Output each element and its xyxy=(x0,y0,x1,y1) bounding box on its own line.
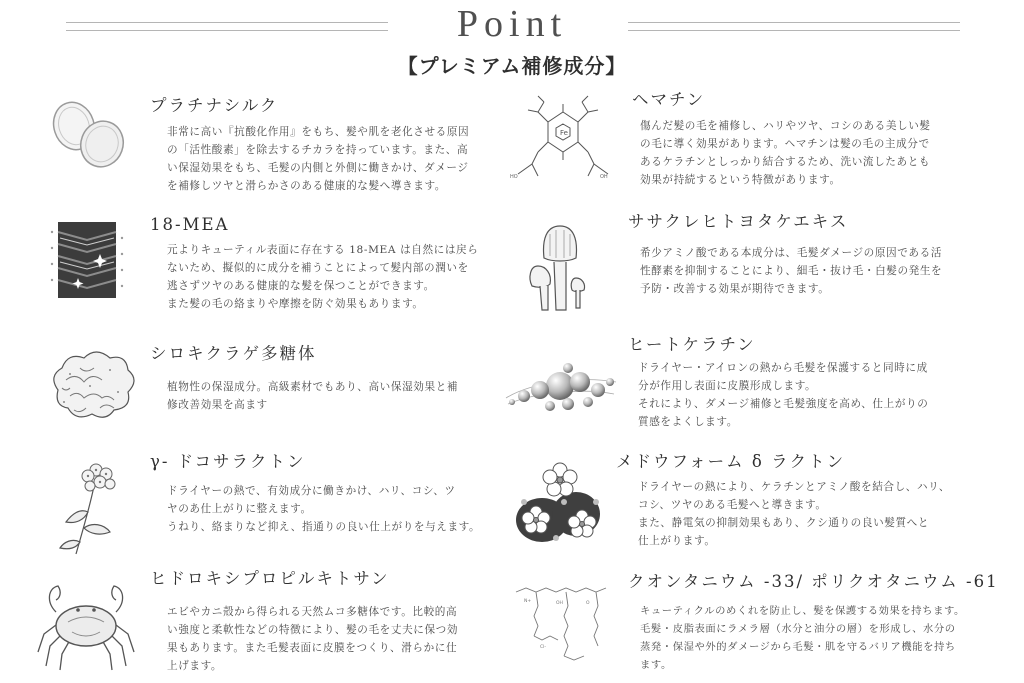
svg-text:OH: OH xyxy=(556,601,563,606)
svg-text:Fe: Fe xyxy=(560,129,568,137)
svg-text:OH: OH xyxy=(600,174,608,180)
ingredient-description: 元よりキューティル表面に存在する 18-MEA は自然には戻ら ないため、擬似的に成分を補うことによって髪内部の潤いを 逃さずツヤのある健康的な髪を保つことができます。 また髪の毛の絡まりや摩擦を防ぐ効果もあります。 xyxy=(167,244,479,310)
flower-sprig-icon xyxy=(50,456,142,560)
svg-text:O: O xyxy=(586,601,590,606)
ingredient-quaternium-polyquaternium xyxy=(628,568,1008,674)
ingredient-description: 非常に高い『抗酸化作用』をもち、髪や肌を老化させる原因 の「活性酸素」を除去するチカラを持っています。また、高 い保湿効果をもち、毛髪の内側と外側に働きかけ、ダメージ を補修しツヤと滑らかさのある健康的な髪へ導きます。 xyxy=(167,126,470,192)
page-subtitle: 【プレミアム補修成分】 xyxy=(397,54,627,78)
polymer-structure-icon xyxy=(512,582,612,666)
ingredient-name: クオンタニウム -33/ ポリクオタニウム -61 xyxy=(628,572,999,591)
ingredient-meadowfoam-delta-lactone xyxy=(616,448,988,550)
ingredient-name: ヒートケラチン xyxy=(628,335,756,354)
ingredient-hydroxypropyl-chitosan xyxy=(150,565,490,675)
ingredient-description: ドライヤーの熱で、有効成分に働きかけ、ハリ、コシ、ツ ヤのあ仕上がりに整えます。 うねり、絡まりなど抑え、指通りの良い仕上がりを与えます。 xyxy=(167,485,481,533)
svg-text:Cl-: Cl- xyxy=(540,645,547,650)
silk-cocoon-icon xyxy=(44,94,136,174)
mushroom-icon xyxy=(520,220,600,316)
ingredient-name: 18-MEA xyxy=(150,215,230,234)
white-fungus-icon xyxy=(40,340,140,432)
ingredient-description: 希少アミノ酸である本成分は、毛髪ダメージの原因である活 性酵素を抑制することにより、細毛・抜け毛・白髪の発生を 予防・改善する効果が期待できます。 xyxy=(640,247,943,295)
ingredient-description: ドライヤーの熱により、ケラチンとアミノ酸を結合し、ハリ、 コシ、ツヤのある毛髪へと導きます。 また、静電気の抑制効果もあり、クシ通りの良い髪質へと 仕上がります。 xyxy=(638,481,951,547)
hair-cuticle-icon xyxy=(48,218,138,302)
ingredient-platinum-silk xyxy=(150,92,490,195)
ingredient-description: 植物性の保湿成分。高級素材でもあり、高い保湿効果と補 修改善効果を高ます xyxy=(167,381,459,411)
ingredient-description: キューティクルのめくれを防止し、髪を保護する効果を持ちます。 毛髪・皮脂表面にラメラ層（水分と油分の層）を形成し、水分の 蒸発・保湿や外的ダメージから毛髪・肌を守るバリア機能を持ち ます。 xyxy=(640,605,965,671)
ingredient-shaggy-ink-cap-extract xyxy=(628,208,988,298)
keratin-spheres-icon xyxy=(502,352,620,422)
svg-text:HO: HO xyxy=(510,174,518,180)
ingredient-white-fungus xyxy=(150,340,490,414)
ingredient-description: ドライヤー・アイロンの熱から毛髪を保護すると同時に成 分が作用し表面に皮膜形成します。 それにより、ダメージ補修と毛髪強度を高め、仕上がりの 質感をよくします。 xyxy=(638,362,929,428)
ingredient-name: シロキクラゲ多糖体 xyxy=(150,344,317,363)
crab-icon xyxy=(34,582,138,674)
ingredient-name: メドウフォーム δ ラクトン xyxy=(616,452,846,471)
ingredient-description: エビやカニ殻から得られる天然ムコ多糖体です。比較的高 い強度と柔軟性などの特徴により、髪の毛を丈夫に保つ効 果もあります。また毛髪表面に皮膜をつくり、滑らかに仕 上げます。 xyxy=(167,606,459,672)
ingredient-name: ヘマチン xyxy=(632,90,706,109)
ingredient-description: 傷んだ髪の毛を補修し、ハリやツヤ、コシのある美しい髪 の毛に導く効果があります。ヘマチンは髪の毛の主成分で あるケラチンとしっかり結合するため、洗い流したあとも 効果が持続するという特徴があります。 xyxy=(640,120,931,186)
hematin-molecule-icon xyxy=(508,94,618,190)
ingredient-name: プラチナシルク xyxy=(150,96,279,115)
ingredient-name: γ- ドコサラクトン xyxy=(150,452,306,471)
svg-text:N+: N+ xyxy=(524,599,532,604)
ingredient-name: ヒドロキシプロピルキトサン xyxy=(150,569,390,588)
meadowfoam-flowers-icon xyxy=(512,458,608,552)
page-title: Point xyxy=(456,3,568,45)
ingredient-hematin xyxy=(632,86,992,189)
ingredient-heat-keratin xyxy=(628,331,988,431)
ingredient-gamma-docosalactone xyxy=(150,448,490,536)
ingredient-18-mea xyxy=(150,215,490,313)
ingredient-name: ササクレヒトヨタケエキス xyxy=(628,212,849,231)
